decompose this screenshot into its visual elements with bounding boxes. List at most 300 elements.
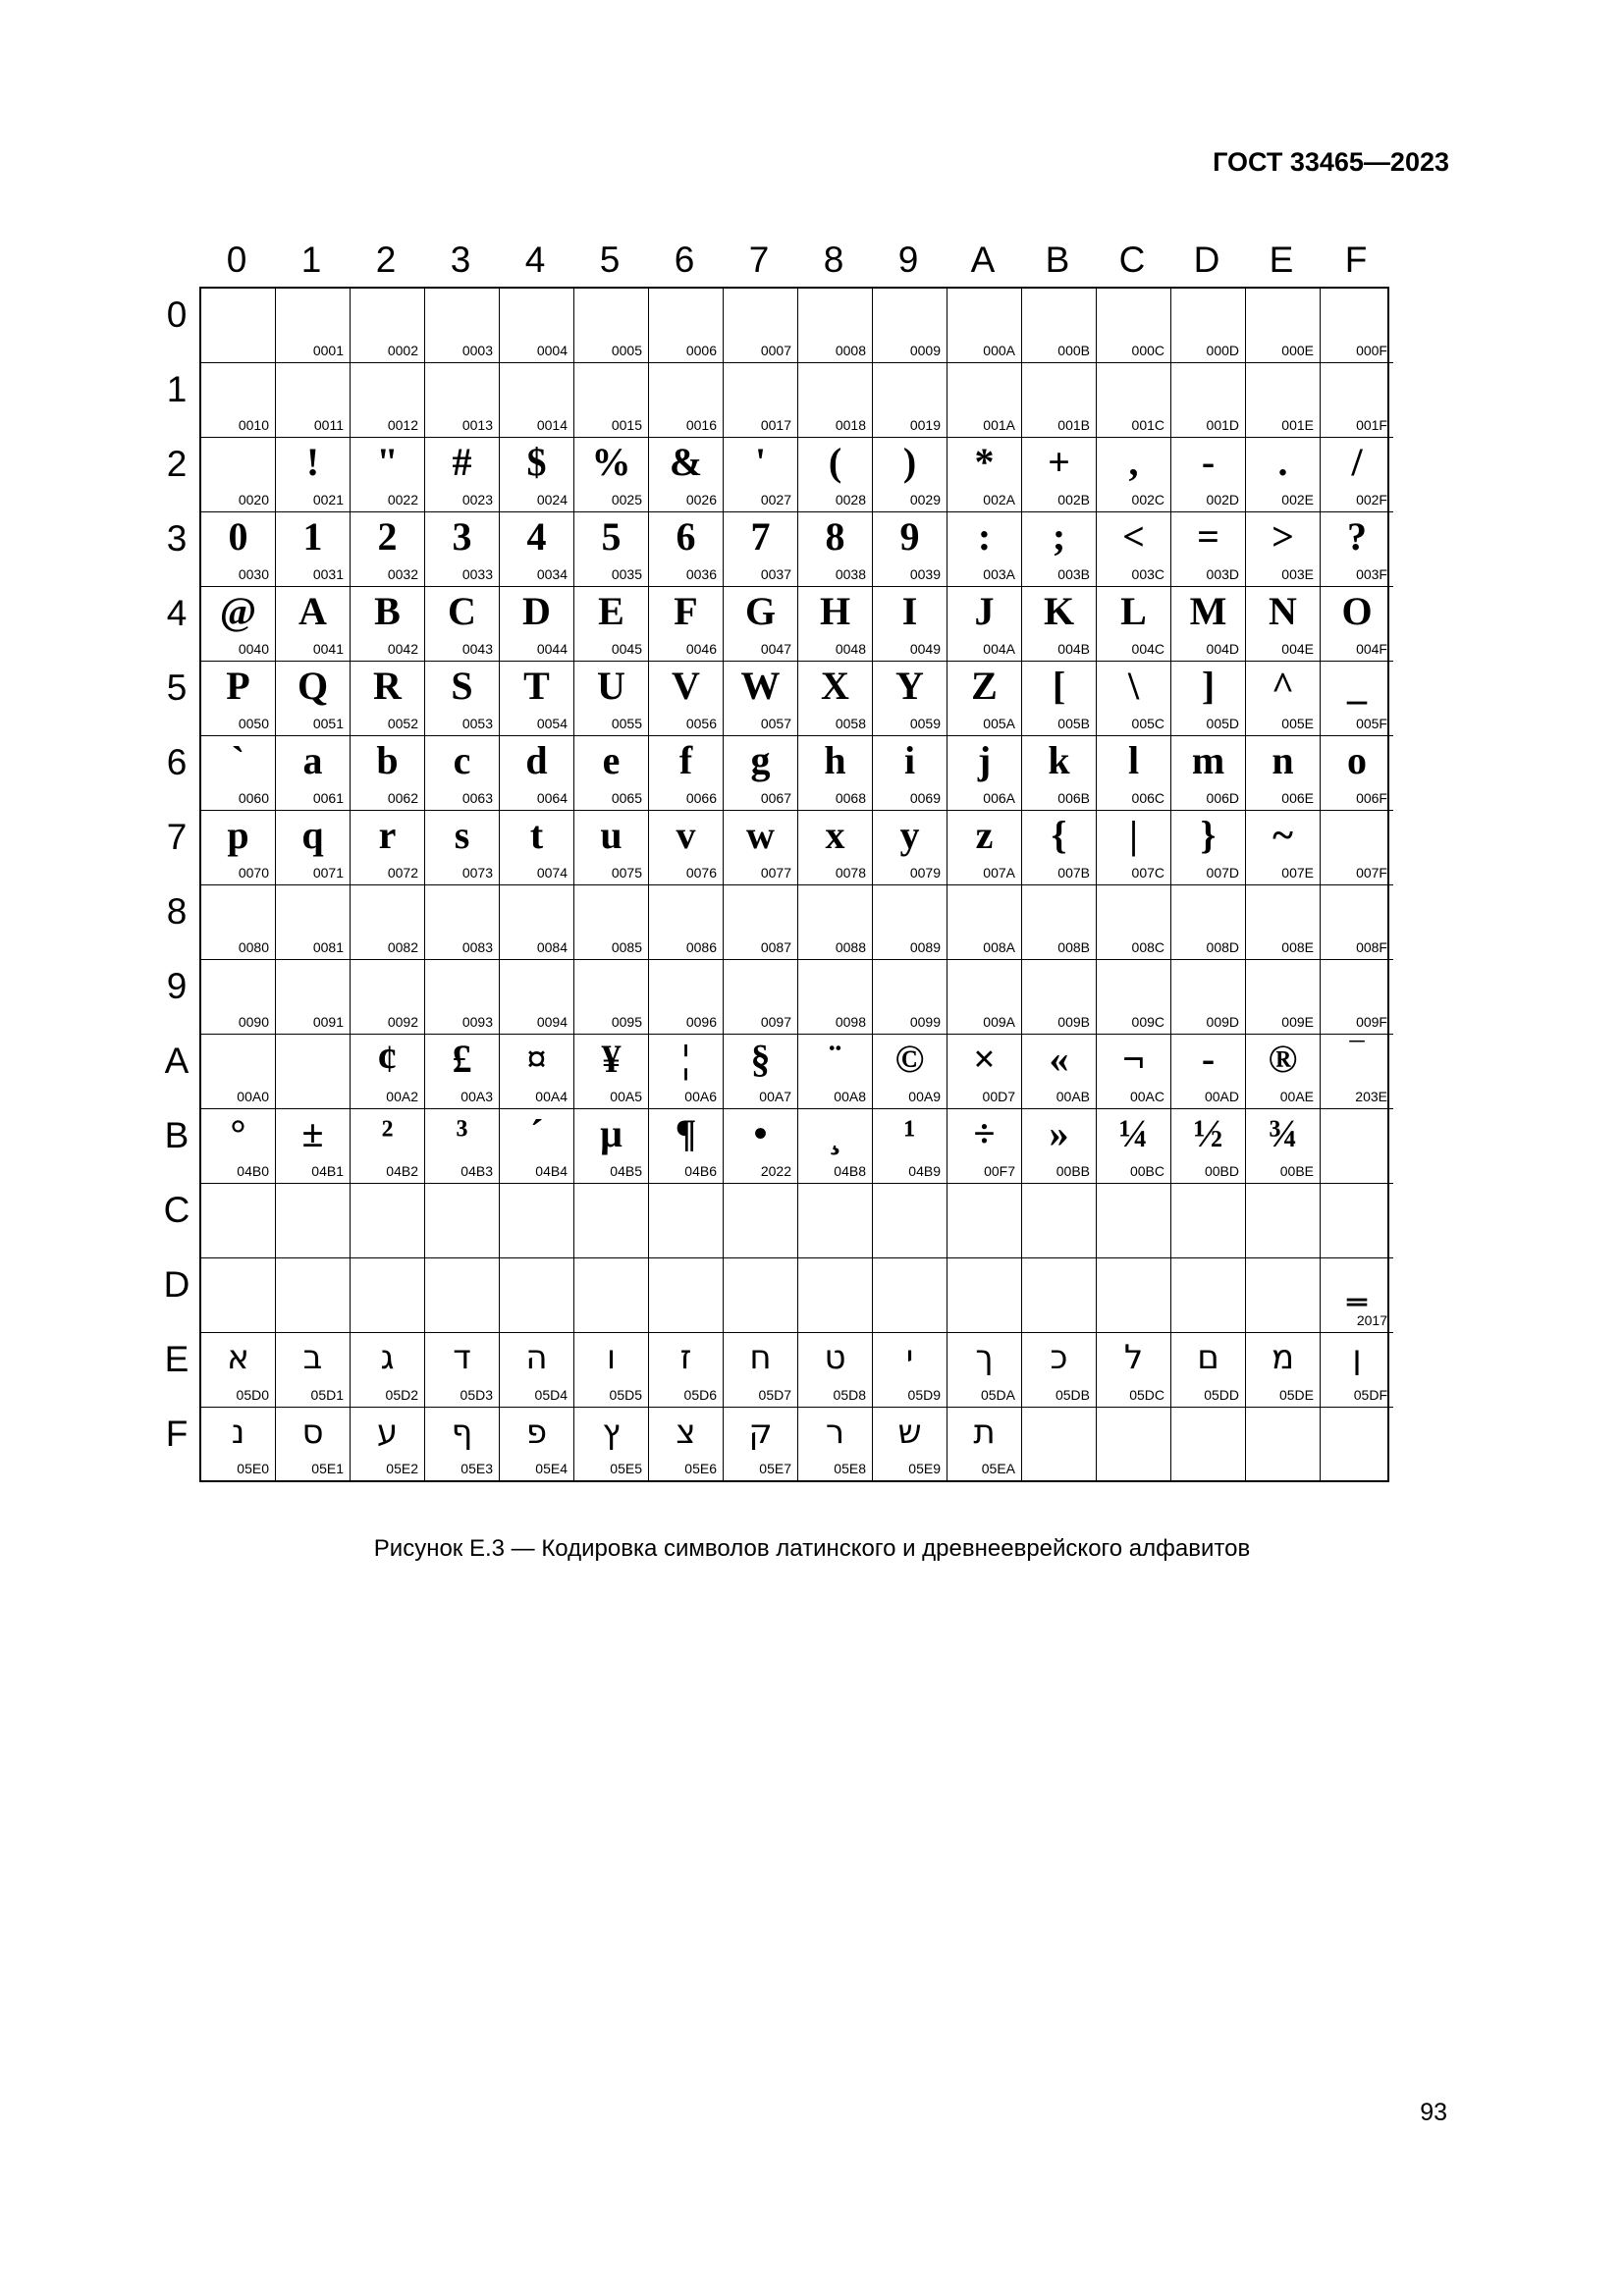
cell-glyph: • <box>753 1111 768 1155</box>
table-cell <box>1321 438 1393 512</box>
row-header: C <box>163 1190 190 1230</box>
column-header: D <box>1193 240 1220 280</box>
table-cell <box>574 438 649 512</box>
cell-glyph: 5 <box>601 514 622 559</box>
cell-code: 00A9 <box>908 1089 941 1104</box>
cell-glyph: ח <box>749 1338 772 1377</box>
table-cell <box>351 587 425 662</box>
table-cell <box>1097 885 1171 960</box>
cell-glyph: T <box>523 664 550 708</box>
table-cell <box>425 736 500 811</box>
cell-code: 002F <box>1356 492 1387 507</box>
cell-glyph: Y <box>895 664 924 708</box>
cell-code: 0017 <box>760 417 791 433</box>
cell-code: 005B <box>1057 716 1090 731</box>
cell-code: 008E <box>1281 939 1314 955</box>
cell-glyph: ן <box>1352 1338 1362 1377</box>
table-cell <box>351 811 425 885</box>
cell-code: 0004 <box>536 343 568 358</box>
table-cell <box>798 811 873 885</box>
cell-code: 00F7 <box>984 1163 1015 1179</box>
table-cell <box>1246 960 1321 1035</box>
cell-code: 0070 <box>238 865 269 881</box>
cell-code: 0058 <box>835 716 866 731</box>
cell-code: 0022 <box>387 492 418 507</box>
table-cell <box>798 289 873 363</box>
cell-code: 00A6 <box>684 1089 717 1104</box>
cell-code: 0079 <box>909 865 941 881</box>
table-cell <box>276 363 351 438</box>
cell-code: 05E4 <box>535 1461 568 1476</box>
cell-code: 009C <box>1131 1014 1164 1030</box>
cell-code: 04B6 <box>684 1163 717 1179</box>
cell-code: 05DD <box>1204 1387 1239 1403</box>
cell-glyph: C <box>448 589 476 633</box>
cell-glyph: ~ <box>1272 813 1293 857</box>
table-cell <box>1246 885 1321 960</box>
table-cell <box>1022 289 1097 363</box>
row-header: 1 <box>166 369 188 409</box>
cell-code: 0025 <box>611 492 642 507</box>
table-cell <box>1022 736 1097 811</box>
table-cell <box>1246 811 1321 885</box>
table-cell <box>1022 1333 1097 1408</box>
cell-glyph: P <box>226 664 250 708</box>
table-cell <box>574 1109 649 1184</box>
cell-code: 0071 <box>312 865 344 881</box>
cell-code: 0075 <box>611 865 642 881</box>
cell-code: 05D8 <box>833 1387 866 1403</box>
cell-code: 0062 <box>387 790 418 806</box>
table-cell <box>425 885 500 960</box>
cell-code: 009F <box>1356 1014 1387 1030</box>
cell-code: 04B1 <box>311 1163 344 1179</box>
table-cell <box>724 1184 798 1258</box>
table-cell <box>1246 587 1321 662</box>
table-cell <box>276 587 351 662</box>
cell-code: 05E2 <box>386 1461 418 1476</box>
table-cell <box>1097 1408 1171 1480</box>
cell-code: 000A <box>983 343 1015 358</box>
cell-code: 0023 <box>461 492 493 507</box>
column-header: 2 <box>375 240 397 280</box>
cell-code: 004A <box>983 641 1015 657</box>
cell-code: 04B9 <box>908 1163 941 1179</box>
cell-code: 003B <box>1057 566 1090 582</box>
table-cell <box>1321 662 1393 736</box>
table-cell <box>1097 662 1171 736</box>
table-cell <box>947 811 1022 885</box>
table-cell <box>1246 736 1321 811</box>
table-cell <box>425 1258 500 1333</box>
table-cell <box>201 1333 276 1408</box>
table-cell <box>1097 1184 1171 1258</box>
table-cell <box>724 885 798 960</box>
cell-code: 0037 <box>760 566 791 582</box>
cell-glyph: | <box>1129 813 1138 857</box>
cell-code: 0018 <box>835 417 866 433</box>
cell-code: 005F <box>1356 716 1387 731</box>
table-cell <box>1171 662 1246 736</box>
cell-glyph: } <box>1200 813 1217 857</box>
table-cell <box>1246 1258 1321 1333</box>
table-cell <box>724 811 798 885</box>
table-cell <box>1097 512 1171 587</box>
cell-glyph: ת <box>973 1413 996 1452</box>
table-cell <box>574 1184 649 1258</box>
table-cell <box>201 587 276 662</box>
table-cell <box>798 363 873 438</box>
table-cell <box>1321 1035 1393 1109</box>
cell-glyph: ז <box>679 1338 692 1377</box>
cell-glyph: > <box>1272 514 1294 559</box>
cell-code: 0051 <box>312 716 344 731</box>
cell-code: 0074 <box>536 865 568 881</box>
cell-glyph: m <box>1191 738 1225 782</box>
table-cell <box>500 438 574 512</box>
table-cell <box>351 960 425 1035</box>
cell-glyph: b <box>376 738 399 782</box>
code-table <box>199 287 1389 1482</box>
table-cell <box>1246 1184 1321 1258</box>
table-cell <box>201 885 276 960</box>
cell-glyph: \ <box>1127 664 1140 708</box>
cell-glyph: v <box>676 813 696 857</box>
cell-code: 0031 <box>312 566 344 582</box>
cell-code: 008B <box>1057 939 1090 955</box>
table-cell <box>1171 438 1246 512</box>
table-cell <box>201 512 276 587</box>
cell-code: 0098 <box>835 1014 866 1030</box>
table-cell <box>798 885 873 960</box>
cell-glyph: { <box>1051 813 1067 857</box>
table-cell <box>201 363 276 438</box>
cell-code: 05DE <box>1278 1387 1314 1403</box>
table-cell <box>574 960 649 1035</box>
cell-code: 0080 <box>238 939 269 955</box>
cell-code: 0013 <box>461 417 493 433</box>
cell-glyph: & <box>669 440 703 484</box>
table-cell <box>574 662 649 736</box>
cell-code: 002A <box>983 492 1015 507</box>
table-cell <box>574 289 649 363</box>
cell-code: 0039 <box>909 566 941 582</box>
table-cell <box>873 289 947 363</box>
table-cell <box>873 736 947 811</box>
cell-glyph: s <box>454 813 470 857</box>
cell-glyph: ¨ <box>828 1037 842 1081</box>
table-cell <box>1097 960 1171 1035</box>
cell-code: 0011 <box>313 417 344 433</box>
cell-code: 04B8 <box>834 1163 866 1179</box>
table-cell <box>425 1035 500 1109</box>
cell-glyph: V <box>672 664 700 708</box>
table-cell <box>1097 289 1171 363</box>
table-cell <box>947 1184 1022 1258</box>
cell-glyph: < <box>1122 514 1145 559</box>
table-cell <box>425 662 500 736</box>
cell-glyph: W <box>740 664 781 708</box>
cell-code: 0083 <box>461 939 493 955</box>
cell-code: 00A2 <box>386 1089 418 1104</box>
table-cell <box>947 1035 1022 1109</box>
cell-code: 0049 <box>909 641 941 657</box>
cell-glyph: @ <box>219 589 257 633</box>
cell-code: 0044 <box>536 641 568 657</box>
table-cell <box>1171 885 1246 960</box>
table-cell <box>724 363 798 438</box>
cell-code: 003E <box>1281 566 1314 582</box>
table-cell <box>500 363 574 438</box>
cell-code: 008F <box>1356 939 1387 955</box>
cell-code: 004C <box>1131 641 1164 657</box>
row-header: 0 <box>166 294 188 335</box>
cell-code: 005C <box>1131 716 1164 731</box>
cell-glyph: ² <box>381 1111 394 1155</box>
cell-code: 0078 <box>835 865 866 881</box>
cell-code: 05E8 <box>834 1461 866 1476</box>
cell-glyph: כ <box>1050 1338 1068 1377</box>
cell-code: 000F <box>1356 343 1387 358</box>
cell-code: 0068 <box>835 790 866 806</box>
table-cell <box>724 1035 798 1109</box>
cell-code: 0099 <box>909 1014 941 1030</box>
cell-code: 0030 <box>238 566 269 582</box>
cell-code: 009B <box>1057 1014 1090 1030</box>
table-cell <box>276 512 351 587</box>
table-cell <box>1022 1408 1097 1480</box>
table-cell <box>1097 811 1171 885</box>
cell-glyph: × <box>973 1037 996 1081</box>
cell-code: 05D3 <box>460 1387 493 1403</box>
cell-code: 003F <box>1356 566 1387 582</box>
cell-glyph: d <box>525 738 548 782</box>
table-cell <box>947 512 1022 587</box>
cell-code: 007B <box>1057 865 1090 881</box>
table-cell <box>947 1408 1022 1480</box>
row-header: A <box>164 1041 189 1081</box>
table-cell <box>276 1408 351 1480</box>
column-header: 1 <box>300 240 322 280</box>
table-cell <box>1171 736 1246 811</box>
table-cell <box>873 1258 947 1333</box>
table-cell <box>276 885 351 960</box>
cell-glyph: ך <box>975 1338 994 1377</box>
cell-code: 0009 <box>909 343 941 358</box>
table-cell <box>724 289 798 363</box>
cell-code: 05D1 <box>310 1387 344 1403</box>
cell-glyph: ע <box>376 1413 399 1452</box>
cell-code: 0095 <box>611 1014 642 1030</box>
table-cell <box>425 1184 500 1258</box>
cell-code: 00BB <box>1056 1163 1090 1179</box>
table-cell <box>1022 811 1097 885</box>
cell-glyph: פ <box>525 1413 548 1452</box>
table-cell <box>1171 1184 1246 1258</box>
row-header: F <box>165 1414 189 1454</box>
cell-glyph: מ <box>1271 1338 1295 1377</box>
cell-glyph: A <box>298 589 327 633</box>
table-cell <box>500 1258 574 1333</box>
cell-code: 0007 <box>760 343 791 358</box>
table-cell <box>201 438 276 512</box>
cell-code: 05E1 <box>311 1461 344 1476</box>
table-cell <box>947 960 1022 1035</box>
cell-glyph: J <box>974 589 995 633</box>
table-cell <box>500 1408 574 1480</box>
cell-code: 000B <box>1057 343 1090 358</box>
cell-glyph: g <box>750 738 771 782</box>
cell-glyph: O <box>1341 589 1373 633</box>
table-cell <box>1321 736 1393 811</box>
table-cell <box>1321 885 1393 960</box>
table-cell <box>873 1109 947 1184</box>
cell-glyph: א <box>227 1338 249 1377</box>
table-cell <box>873 1333 947 1408</box>
cell-glyph: ט <box>824 1338 846 1377</box>
cell-code: 05D7 <box>758 1387 791 1403</box>
cell-code: 05DA <box>980 1387 1015 1403</box>
table-cell <box>947 587 1022 662</box>
table-cell <box>425 1109 500 1184</box>
cell-code: 001C <box>1131 417 1164 433</box>
table-cell <box>649 662 724 736</box>
column-header: C <box>1118 240 1146 280</box>
table-cell <box>1022 885 1097 960</box>
cell-code: 007C <box>1131 865 1164 881</box>
cell-glyph: ו <box>606 1338 617 1377</box>
row-header: 8 <box>166 891 188 932</box>
cell-glyph: L <box>1120 589 1147 633</box>
row-header: E <box>164 1339 189 1379</box>
table-cell <box>351 1258 425 1333</box>
table-cell <box>873 811 947 885</box>
cell-code: 00AB <box>1056 1089 1090 1104</box>
table-cell <box>873 885 947 960</box>
table-cell <box>574 811 649 885</box>
column-header: F <box>1344 240 1368 280</box>
table-cell <box>574 1333 649 1408</box>
table-cell <box>724 1258 798 1333</box>
table-cell <box>425 811 500 885</box>
cell-code: 05DF <box>1353 1387 1387 1403</box>
cell-code: 006D <box>1206 790 1239 806</box>
table-cell <box>1171 1408 1246 1480</box>
table-cell <box>276 1184 351 1258</box>
cell-code: 00A3 <box>460 1089 493 1104</box>
cell-glyph: h <box>824 738 846 782</box>
cell-glyph: ® <box>1268 1037 1298 1081</box>
cell-glyph: ! <box>305 440 320 484</box>
cell-code: 003C <box>1131 566 1164 582</box>
cell-code: 0006 <box>685 343 717 358</box>
table-cell <box>1097 736 1171 811</box>
table-cell <box>351 662 425 736</box>
cell-glyph: ¢ <box>377 1037 398 1081</box>
cell-code: 00AE <box>1279 1089 1314 1104</box>
cell-glyph: # <box>452 440 472 484</box>
cell-code: 004E <box>1281 641 1314 657</box>
table-cell <box>500 512 574 587</box>
table-cell <box>649 512 724 587</box>
table-cell <box>201 811 276 885</box>
table-cell <box>500 736 574 811</box>
cell-glyph: H <box>819 589 851 633</box>
table-cell <box>1171 1333 1246 1408</box>
cell-glyph: ¤ <box>526 1037 547 1081</box>
table-cell <box>574 1035 649 1109</box>
cell-code: 00D7 <box>982 1089 1015 1104</box>
table-cell <box>873 1184 947 1258</box>
table-cell <box>1246 1333 1321 1408</box>
cell-glyph: § <box>750 1037 771 1081</box>
table-cell <box>1321 1184 1393 1258</box>
cell-glyph: ` <box>231 738 245 782</box>
table-cell <box>500 1333 574 1408</box>
cell-code: 0016 <box>685 417 717 433</box>
cell-glyph: ם <box>1197 1338 1219 1377</box>
cell-code: 00AD <box>1204 1089 1239 1104</box>
table-cell <box>1321 512 1393 587</box>
cell-code: 002D <box>1206 492 1239 507</box>
table-cell <box>798 736 873 811</box>
table-cell <box>574 1408 649 1480</box>
cell-code: 001F <box>1356 417 1387 433</box>
cell-glyph: * <box>974 440 995 484</box>
table-cell <box>649 1258 724 1333</box>
cell-code: 0050 <box>238 716 269 731</box>
cell-glyph: ) <box>902 440 917 484</box>
table-cell <box>947 736 1022 811</box>
table-cell <box>1321 363 1393 438</box>
cell-glyph: " <box>376 440 399 484</box>
table-cell <box>649 885 724 960</box>
cell-code: 00BC <box>1129 1163 1164 1179</box>
cell-code: 003D <box>1206 566 1239 582</box>
table-cell <box>276 960 351 1035</box>
cell-code: 04B2 <box>386 1163 418 1179</box>
table-cell <box>873 512 947 587</box>
table-cell <box>1097 1035 1171 1109</box>
cell-glyph: n <box>1272 738 1294 782</box>
table-cell <box>500 885 574 960</box>
cell-code: 0043 <box>461 641 493 657</box>
cell-code: 004B <box>1057 641 1090 657</box>
cell-glyph: ץ <box>602 1413 621 1452</box>
cell-code: 0063 <box>461 790 493 806</box>
cell-glyph: N <box>1269 589 1297 633</box>
table-cell <box>1022 587 1097 662</box>
cell-glyph: ¹ <box>903 1111 916 1155</box>
cell-code: 05E7 <box>759 1461 791 1476</box>
row-header: 4 <box>166 593 188 633</box>
table-cell <box>351 1035 425 1109</box>
cell-code: 001A <box>983 417 1015 433</box>
cell-code: 0024 <box>536 492 568 507</box>
cell-code: 0087 <box>760 939 791 955</box>
cell-code: 007D <box>1206 865 1239 881</box>
cell-glyph: F <box>674 589 698 633</box>
table-cell <box>873 587 947 662</box>
cell-code: 0014 <box>536 417 568 433</box>
table-cell <box>947 1258 1022 1333</box>
cell-code: 00BE <box>1279 1163 1314 1179</box>
cell-code: 0001 <box>312 343 344 358</box>
cell-code: 0008 <box>835 343 866 358</box>
table-cell <box>1321 1408 1393 1480</box>
cell-glyph: ב <box>302 1338 323 1377</box>
table-cell <box>201 960 276 1035</box>
